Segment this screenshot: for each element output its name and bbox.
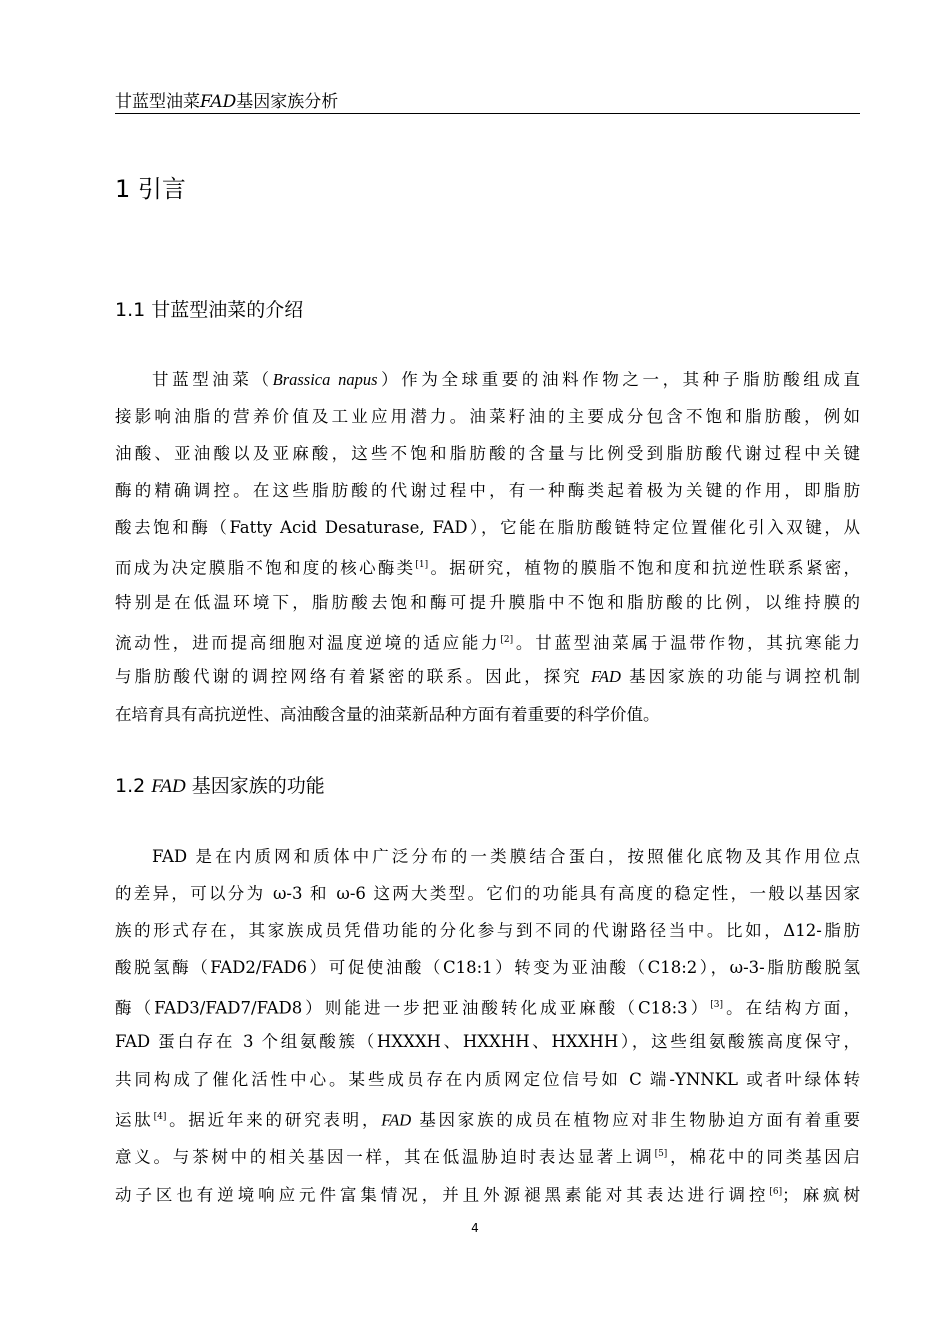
header-rule [115,113,860,114]
citation: [4] [153,1112,167,1122]
citation: [3] [710,1000,724,1010]
section-title: 甘蓝型油菜的介绍 [151,299,304,321]
section-number: 1.2 [115,775,146,797]
section-heading-1-1 [115,297,303,323]
section-number: 1.1 [115,299,146,321]
text-run: 特别是在低温环境下，脂肪酸去饱和酶可提升膜脂中不饱和脂肪酸的比例，以维持膜的 [115,593,860,612]
paragraph-line [115,666,860,688]
text-run: FAD 蛋白存在 3 个组氨酸簇（HXXXH、HXXHH、HXXHH），这些组氨酸簇高度保守， [115,1032,860,1051]
section-number: 1 [115,175,131,203]
text-run: ）作为全球重要的油料作物之一，其种子脂肪酸组成直 [377,370,861,389]
text-run: 动子区也有逆境响应元件富集情况，并且外源褪黑素能对其表达进行调控 [115,1185,770,1205]
text-run: 的差异，可以分为 ω-3 和 ω-6 这两大类型。它们的功能具有高度的稳定性，一般以基因家 [115,884,860,903]
paragraph-line [115,994,860,1020]
citation: [5] [654,1149,668,1159]
text-run: 与脂肪酸代谢的调控网络有着紧密的联系。因此，探究 [115,667,591,686]
text-run: FAD 是在内质网和质体中广泛分布的一类膜结合蛋白，按照催化底物及其作用位点 [152,847,860,866]
text-run: 酶（FAD3/FAD7/FAD8）则能进一步把亚油酸转化成亚麻酸（C18:3） [115,998,711,1018]
paragraph-line [115,1031,860,1053]
header-title-part: 基因家族分析 [236,92,339,112]
text-run: 在培育具有高抗逆性、高油酸含量的油菜新品种方面有着重要的科学价值。 [115,705,660,724]
text-run: 酸去饱和酶（Fatty Acid Desaturase, FAD），它能在脂肪酸链特定位置催化引入双键，从 [115,518,860,537]
section-heading-1 [115,173,186,205]
paragraph-line [152,369,860,391]
paragraph-line [115,517,860,539]
text-run: 基因家族的功能与调控机制 [620,667,861,686]
gene-name: FAD [151,776,186,797]
text-run: 而成为决定膜脂不饱和度的核心酶类 [115,558,416,578]
paragraph-line [115,1143,860,1169]
section-title: 引言 [137,175,186,203]
text-run: 接影响油脂的营养价值及工业应用潜力。油菜籽油的主要成分包含不饱和脂肪酸，例如 [115,407,860,426]
citation: [1] [415,560,429,570]
text-run: 甘蓝型油菜（ [152,370,273,389]
paragraph-line [115,480,860,502]
paragraph-line [115,592,860,614]
text-run: 酶的精确调控。在这些脂肪酸的代谢过程中，有一种酶类起着极为关键的作用，即脂肪 [115,481,860,500]
paragraph-line [115,406,860,428]
text-run: 流动性，进而提高细胞对温度逆境的适应能力 [115,633,501,653]
citation: [6] [769,1187,783,1197]
header-gene-name: FAD [200,92,237,112]
text-run: ，棉花中的同类基因启 [667,1147,861,1167]
paragraph-line [115,704,860,726]
text-run: 。据研究，植物的膜脂不饱和度和抗逆性联系紧密， [428,558,861,578]
citation: [2] [500,635,514,645]
running-header [115,91,860,113]
text-run: 。甘蓝型油菜属于温带作物，其抗寒能力 [513,633,861,653]
paragraph-line [115,883,860,905]
paragraph-line [115,1106,860,1132]
paragraph-line [115,1069,860,1091]
paragraph-line [115,920,860,942]
gene-name: FAD [590,667,621,686]
text-run: 。在结构方面， [723,998,860,1018]
header-title-part: 甘蓝型油菜 [115,92,200,112]
text-run: 运肽 [115,1110,154,1130]
text-run: 基因家族的成员在植物应对非生物胁迫方面有着重要 [411,1110,861,1130]
section-title: 基因家族的功能 [191,775,325,797]
text-run: 意义。与茶树中的相关基因一样，其在低温胁迫时表达显著上调 [115,1147,655,1167]
species-name: Brassica napus [272,370,378,389]
text-run: 共同构成了催化活性中心。某些成员存在内质网定位信号如 C 端-YNNKL 或者叶绿体转 [115,1070,860,1089]
section-heading-1-2 [115,773,325,800]
text-run: ；麻疯树 [782,1185,861,1205]
text-run: 油酸、亚油酸以及亚麻酸，这些不饱和脂肪酸的含量与比例受到脂肪酸代谢过程中关键 [115,444,860,463]
gene-name: FAD [381,1110,412,1130]
text-run: 酸脱氢酶（FAD2/FAD6）可促使油酸（C18:1）转变为亚油酸（C18:2），ω-3-脂肪酸脱氢 [115,958,860,977]
paragraph-line [115,554,860,580]
page-number: 4 [471,1221,479,1235]
paragraph-line [115,629,860,655]
text-run: 族的形式存在，其家族成员凭借功能的分化参与到不同的代谢路径当中。比如，Δ12-脂肪 [115,921,860,940]
paragraph-line [115,957,860,979]
paragraph-line [115,1181,860,1207]
text-run: 。据近年来的研究表明， [166,1110,382,1130]
paragraph-line [115,443,860,465]
paragraph-line [152,846,860,868]
